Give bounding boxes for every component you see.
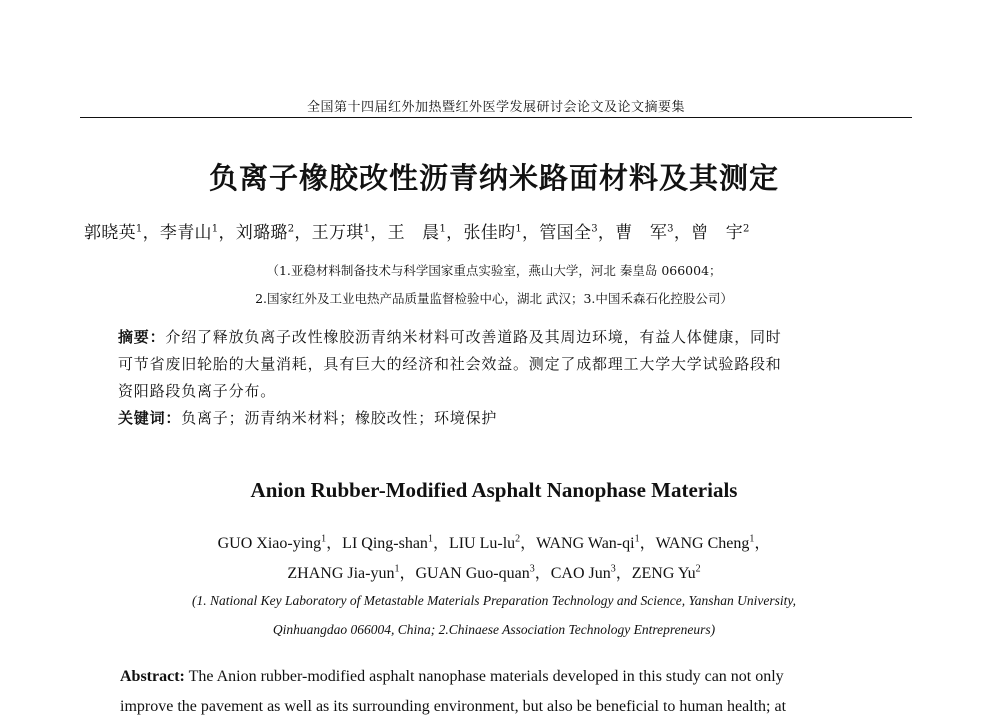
- author-name: 王 晨: [387, 223, 440, 243]
- en-abstract-line-2: improve the pavement as well as its surrounding environment, but also be beneficial to human health; at: [120, 698, 787, 715]
- cn-keywords-text: 负离子；沥青纳米材料；橡胶改性；环境保护: [181, 409, 498, 427]
- author-name: WANG Cheng: [655, 535, 750, 552]
- cn-affiliation-1: （1.亚稳材料制备技术与科学国家重点实验室，燕山大学，河北 秦皇岛 066004；: [266, 263, 722, 278]
- author-separator: ，: [446, 223, 464, 243]
- cn-abstract-line-3: 资阳路段负离子分布。: [118, 382, 277, 400]
- author-name: GUAN Guo-quan: [415, 565, 530, 582]
- author-affiliation-mark: 1: [427, 533, 433, 545]
- author-affiliation-mark: 3: [529, 563, 535, 575]
- author-name: ZENG Yu: [631, 565, 696, 582]
- en-paper-title: Anion Rubber-Modified Asphalt Nanophase Materials: [250, 478, 738, 502]
- author-separator: ，: [370, 223, 388, 243]
- author-name: 刘璐璐: [235, 223, 288, 243]
- cn-abstract-text-1: 介绍了释放负离子改性橡胶沥青纳米材料可改善道路及其周边环境，有益人体健康，同时: [165, 328, 782, 346]
- cn-author-list: [84, 218, 924, 243]
- author-name: ZHANG Jia-yun: [287, 565, 395, 582]
- author-affiliation-mark: 1: [321, 533, 327, 545]
- author-separator: ，: [326, 535, 343, 552]
- author-separator: ，: [520, 535, 537, 552]
- author-affiliation-mark: 1: [749, 533, 755, 545]
- author-name: WANG Wan-qi: [536, 535, 635, 552]
- author-separator: ，: [294, 223, 312, 243]
- author-separator: ，: [399, 565, 416, 582]
- author-affiliation-mark: 2: [695, 563, 701, 575]
- cn-keywords-label: 关键词：: [118, 409, 182, 427]
- author-separator: ，: [597, 223, 616, 243]
- author-affiliation-mark: 2: [287, 223, 295, 235]
- running-title: 全国第十四届红外加热暨红外医学发展研讨会论文及论文摘要集: [306, 100, 685, 115]
- en-affiliation-1: (1. National Key Laboratory of Metastable Materials Preparation Technology and Science, Yanshan University,: [191, 593, 797, 608]
- cn-abstract-line-1: [118, 324, 878, 351]
- author-name: LIU Lu-lu: [448, 535, 516, 552]
- cn-paper-title: 负离子橡胶改性沥青纳米路面材料及其测定: [208, 161, 779, 195]
- author-name: LI Qing-shan: [342, 535, 428, 552]
- en-affiliation-2: Qinhuangdao 066004, China; 2.Chinaese Association Technology Entrepreneurs): [272, 622, 716, 637]
- author-separator: ，: [218, 223, 236, 243]
- author-name: GUO Xiao-ying: [217, 535, 322, 552]
- en-author-list-2: [0, 560, 988, 583]
- author-affiliation-mark: 2: [743, 223, 750, 235]
- author-name: 郭晓英: [84, 223, 136, 243]
- author-separator: ，: [673, 223, 692, 243]
- cn-keywords: [118, 405, 878, 432]
- author-affiliation-mark: 1: [634, 533, 640, 545]
- author-affiliation-mark: 1: [515, 223, 523, 235]
- cn-abstract-label: 摘要：: [118, 328, 166, 346]
- header-rule: [80, 117, 912, 118]
- author-separator: ，: [639, 535, 656, 552]
- author-name: 王万琪: [311, 223, 364, 243]
- author-name: 曹 军: [615, 223, 668, 243]
- author-separator: ，: [534, 565, 551, 582]
- cn-abstract: [118, 324, 878, 432]
- author-affiliation-mark: 1: [394, 563, 400, 575]
- author-separator: ，: [142, 223, 160, 243]
- author-affiliation-mark: 3: [610, 563, 616, 575]
- author-name: 李青山: [159, 223, 212, 243]
- en-abstract-label: Abstract:: [120, 668, 185, 685]
- author-separator: ，: [432, 535, 449, 552]
- author-affiliation-mark: 3: [591, 223, 598, 235]
- en-abstract: [120, 662, 900, 722]
- author-affiliation-mark: 1: [439, 223, 447, 235]
- author-affiliation-mark: 1: [211, 223, 219, 235]
- en-abstract-line-1: [120, 662, 900, 692]
- author-affiliation-mark: 1: [135, 223, 143, 235]
- en-abstract-text-1: The Anion rubber-modified asphalt nanophase materials developed in this study can not only: [184, 668, 784, 685]
- author-separator: ，: [615, 565, 632, 582]
- author-affiliation-mark: 2: [515, 533, 521, 545]
- author-affiliation-mark: 1: [363, 223, 371, 235]
- author-separator: ，: [522, 223, 540, 243]
- author-separator: ，: [754, 535, 771, 552]
- author-name: 曾 宇: [691, 223, 744, 243]
- running-header: [80, 96, 912, 118]
- author-name: 管国全: [539, 223, 592, 243]
- cn-affiliation-2: 2.国家红外及工业电热产品质量监督检验中心，湖北 武汉；3.中国禾森石化控股公司）: [255, 291, 733, 306]
- en-author-list-1: [0, 530, 988, 553]
- author-affiliation-mark: 3: [667, 223, 674, 235]
- author-name: CAO Jun: [550, 565, 611, 582]
- author-name: 张佳昀: [463, 223, 516, 243]
- cn-abstract-line-2: 可节省废旧轮胎的大量消耗，具有巨大的经济和社会效益。测定了成都理工大学大学试验路段和: [118, 355, 782, 373]
